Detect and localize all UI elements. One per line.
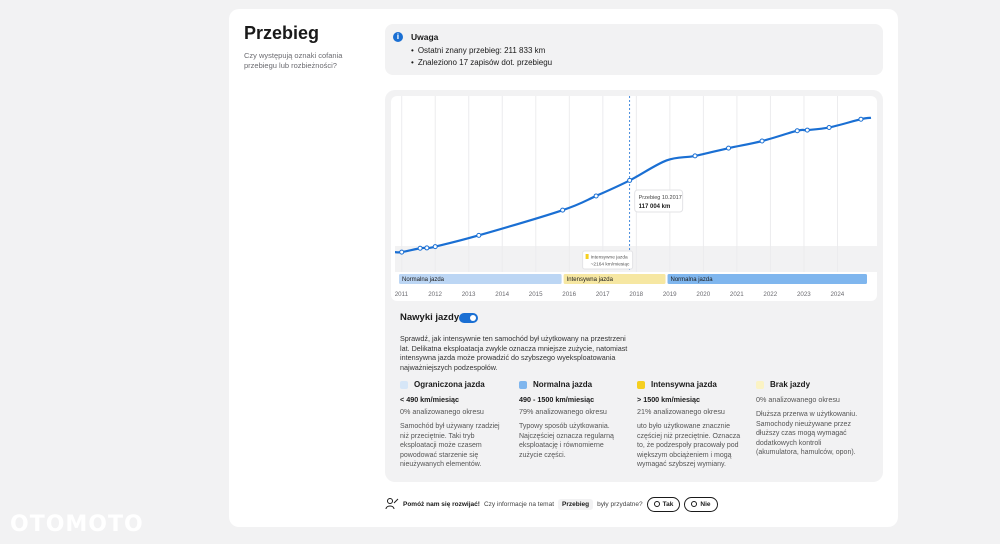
- x-tick-label: 2018: [629, 291, 644, 298]
- category-name: Normalna jazda: [533, 380, 593, 389]
- category-none: [756, 380, 866, 458]
- category-description: Samochód był używany rzadziej niż przeciętnie. Taki tryb eksploatacji może czasem powodować starzenie się nieużywanych elementów.: [400, 423, 500, 468]
- driving-band-label: Normalna jazda: [402, 277, 445, 283]
- feedback-topic: Przebieg: [558, 499, 593, 510]
- tooltip-date: Przebieg 10.2017: [638, 195, 682, 201]
- limited-swatch: [400, 381, 408, 389]
- category-normal: [519, 380, 629, 460]
- data-point: [727, 146, 731, 150]
- data-point: [594, 194, 598, 198]
- band-tooltip-swatch: [586, 254, 589, 259]
- data-point: [760, 139, 764, 143]
- mileage-chart: [391, 96, 877, 301]
- category-intensive: [637, 380, 747, 470]
- feedback-icon: [385, 497, 399, 511]
- habits-toggle[interactable]: [459, 313, 478, 323]
- x-tick-label: 2017: [595, 291, 610, 298]
- x-tick-label: 2020: [696, 291, 711, 298]
- category-description: uto było użytkowane znacznie częściej niż przeciętnie. Oznacza to, że podzespoły pracowały pod większym obciążeniem i mogą wymagać szybszej wymiany.: [637, 423, 741, 468]
- data-point: [628, 178, 632, 182]
- feedback-bar: [385, 495, 718, 513]
- category-percent: 79% analizowanego okresu: [519, 407, 607, 416]
- none-swatch: [756, 381, 764, 389]
- x-tick-label: 2014: [495, 291, 510, 298]
- feedback-title: Pomóż nam się rozwijać!: [403, 500, 480, 508]
- data-point: [477, 233, 481, 237]
- notice-box: [385, 24, 883, 75]
- category-name: Brak jazdy: [770, 380, 811, 389]
- category-range: 490 - 1500 km/miesiąc: [519, 395, 595, 404]
- page-subtitle: Czy występują oznaki cofania przebiegu lub rozbieżności?: [244, 51, 343, 70]
- no-label: Nie: [700, 500, 711, 508]
- category-name: Intensywna jazda: [651, 380, 717, 389]
- data-point: [425, 246, 429, 250]
- category-name: Ograniczona jazda: [414, 380, 485, 389]
- data-point: [418, 246, 422, 250]
- data-point: [693, 154, 697, 158]
- info-icon: i: [393, 32, 403, 42]
- x-tick-label: 2024: [830, 291, 845, 298]
- chart-panel: [385, 90, 883, 482]
- category-description: Dłuższa przerwa w użytkowaniu. Samochody nieużywane przez dłuższy czas mogą wymagać dodatkowych kontroli (akumulatora, hamulców, opon).: [756, 411, 858, 456]
- tooltip-value: 117 004 km: [638, 204, 671, 210]
- category-description: Typowy sposób użytkowania. Najczęściej oznacza regularną eksploatację i równomierne zużycie części.: [519, 423, 614, 459]
- x-tick-label: 2021: [729, 291, 744, 298]
- driving-band-label: Normalna jazda: [670, 277, 713, 283]
- data-point: [795, 129, 799, 133]
- band-tooltip-label: Intensywne jazda: [590, 255, 628, 261]
- x-tick-label: 2013: [461, 291, 476, 298]
- x-tick-label: 2019: [662, 291, 677, 298]
- category-limited: [400, 380, 510, 470]
- notice-item: • Ostatni znany przebieg: 211 833 km: [411, 45, 552, 57]
- feedback-question: Czy informacje na temat: [483, 500, 555, 508]
- x-tick-label: 2023: [796, 291, 811, 298]
- toggle-knob: [470, 315, 476, 321]
- notice-item: • Znaleziono 17 zapisów dot. przebiegu: [411, 57, 552, 69]
- category-percent: 0% analizowanego okresu: [756, 395, 840, 404]
- yes-radio-icon: [654, 501, 660, 507]
- notice-title: Uwaga: [411, 32, 439, 42]
- normal-swatch: [519, 381, 527, 389]
- chart-box: [391, 96, 877, 301]
- category-range: > 1500 km/miesiąc: [637, 395, 700, 404]
- driving-band-label: Intensywna jazda: [566, 277, 613, 283]
- no-button[interactable]: [684, 497, 717, 512]
- data-point: [561, 208, 565, 212]
- no-radio-icon: [691, 501, 697, 507]
- notice-list: [411, 45, 552, 69]
- x-tick-label: 2016: [562, 291, 577, 298]
- category-percent: 0% analizowanego okresu: [400, 407, 484, 416]
- data-point: [805, 128, 809, 132]
- category-percent: 21% analizowanego okresu: [637, 407, 725, 416]
- otomoto-logo: OTOMOTO: [10, 512, 144, 537]
- data-point: [433, 245, 437, 249]
- yes-label: Tak: [662, 500, 674, 508]
- yes-button[interactable]: [647, 497, 681, 512]
- habits-title: Nawyki jazdy: [400, 312, 460, 323]
- category-range: < 490 km/miesiąc: [400, 395, 459, 404]
- band-tooltip-value: ~2164 km/miesiąc: [590, 262, 630, 268]
- x-tick-label: 2012: [428, 291, 442, 298]
- x-tick-label: 2011: [394, 291, 409, 298]
- feedback-question-end: były przydatne?: [597, 500, 643, 508]
- data-point: [859, 117, 863, 121]
- x-tick-label: 2022: [763, 291, 778, 298]
- mileage-line: [395, 118, 871, 253]
- page-title: Przebieg: [244, 23, 320, 43]
- intensive-swatch: [637, 381, 645, 389]
- data-point: [400, 250, 404, 254]
- x-tick-label: 2015: [528, 291, 543, 298]
- data-point: [827, 125, 831, 129]
- habits-description: Sprawdź, jak intensywnie ten samochód był użytkowany na przestrzeni lat. Delikatna eksploatacja zwykle oznacza mniejsze zużycie, natomiast intensywna jazda może prowadzić do szybszego wyeksploatowania najważniejszych podzespołów.: [400, 334, 628, 372]
- mileage-card: [229, 9, 898, 527]
